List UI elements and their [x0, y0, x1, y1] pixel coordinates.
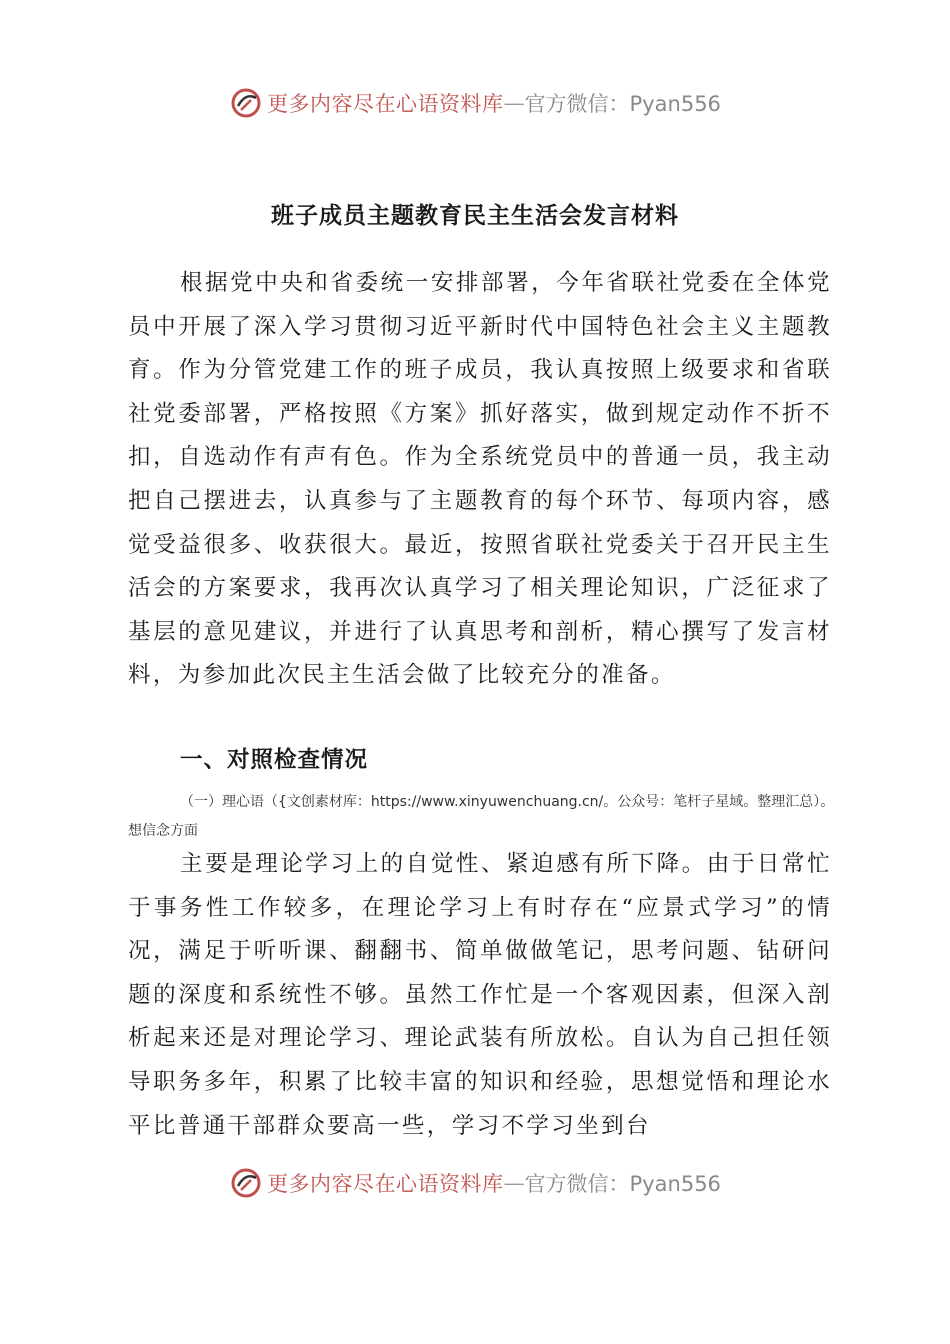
- watermark-separator: —: [503, 91, 525, 115]
- paragraph-intro: 根据党中央和省委统一安排部署，今年省联社党委在全体党员中开展了深入学习贯彻习近平新时代中国特色社会主义主题教育。作为分管党建工作的班子成员，我认真按照上级要求和省联社党委部署，严格按照《方案》抓好落实，做到规定动作不折不扣，自选动作有声有色。作为全系统党员中的普通一员，我主动把自己摆进去，认真参与了主题教育的每个环节、每项内容，感觉受益很多、收获很大。最近，按照省联社党委关于召开民主生活会的方案要求，我再次认真学习了相关理论知识，广泛征求了基层的意见建议，并进行了认真思考和剖析，精心撰写了发言材料，为参加此次民主生活会做了比较充分的准备。: [128, 270, 832, 689]
- watermark-footer: [0, 1166, 950, 1200]
- watermark-separator: —: [503, 1171, 525, 1195]
- watermark-header: [0, 86, 950, 120]
- watermark-text: 更多内容尽在心语资料库: [267, 1172, 504, 1196]
- logo-icon: [229, 1166, 263, 1200]
- logo-icon: [229, 86, 263, 120]
- watermark-contact: 官方微信：Pyan556: [524, 1172, 721, 1196]
- subsection-heading: （一）理心语（{文创素材库：https://www.xinyuwenchuang.cn/。公众号：笔杆子星域。整理汇总）。想信念方面: [128, 794, 835, 839]
- document-title: 班子成员主题教育民主生活会发言材料: [271, 203, 679, 229]
- watermark-text: 更多内容尽在心语资料库: [267, 92, 504, 116]
- section-heading: 一、对照检查情况: [180, 747, 369, 773]
- watermark-contact: 官方微信：Pyan556: [524, 92, 721, 116]
- paragraph-body: 主要是理论学习上的自觉性、紧迫感有所下降。由于日常忙于事务性工作较多，在理论学习上有时存在“应景式学习”的情况，满足于听听课、翻翻书、简单做做笔记，思考问题、钻研问题的深度和系统性不够。虽然工作忙是一个客观因素，但深入剖析起来还是对理论学习、理论武装有所放松。自认为自己担任领导职务多年，积累了比较丰富的知识和经验，思想觉悟和理论水平比普通干部群众要高一些，学习不学习坐到台: [128, 851, 832, 1139]
